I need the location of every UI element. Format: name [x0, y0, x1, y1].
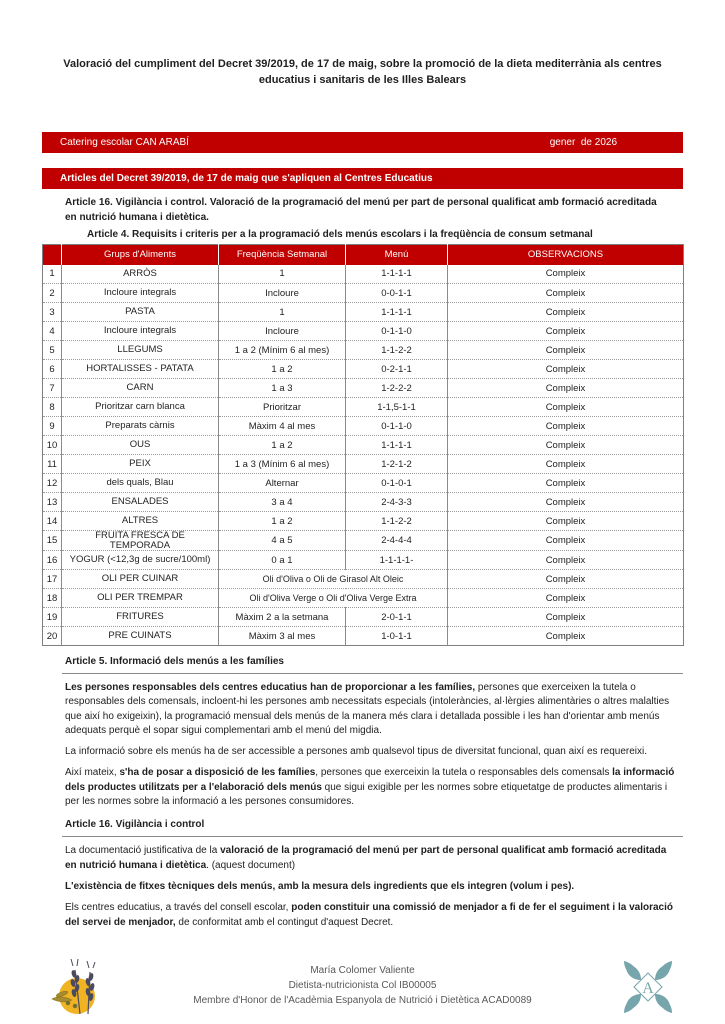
- cell-food-group: OUS: [62, 436, 219, 455]
- cell-frequency: 1 a 2: [219, 512, 346, 531]
- table-row: [43, 284, 684, 303]
- cell-observations: Compleix: [448, 265, 684, 284]
- cell-row-number: 4: [43, 322, 62, 341]
- cell-menu: 1-2-2-2: [346, 379, 448, 398]
- header-row: [43, 245, 684, 265]
- cell-row-number: 9: [43, 417, 62, 436]
- cell-food-group: LLEGUMS: [62, 341, 219, 360]
- footer: [42, 956, 683, 1024]
- table-row: [43, 627, 684, 646]
- text-segment: Les persones responsables dels centres educatius han de proporcionar a les famílies,: [65, 682, 476, 693]
- cell-food-group: PRE CUINATS: [62, 627, 219, 646]
- cell-row-number: 6: [43, 360, 62, 379]
- table-row: [43, 493, 684, 512]
- cell-food-group: PEIX: [62, 455, 219, 474]
- col-observations-header: OBSERVACIONS: [448, 245, 684, 265]
- cell-frequency: Incloure: [219, 284, 346, 303]
- paragraph: [65, 681, 677, 738]
- cell-row-number: 1: [49, 268, 55, 280]
- signature-membership: Membre d'Honor de l'Acadèmia Espanyola de Nutrició i Dietètica ACAD0089: [193, 994, 532, 1006]
- table-row: [43, 265, 684, 284]
- cell-row-number: 11: [43, 455, 62, 474]
- cell-observations: Compleix: [448, 570, 684, 589]
- text-segment: Els centres educatius, a través del consell escolar,: [65, 902, 292, 914]
- col-num-header: [43, 245, 62, 265]
- cell-frequency: 0 a 1: [219, 551, 346, 570]
- cell-row-number: 13: [43, 493, 62, 512]
- text-segment: persones que exerceixen la tutela o responsables dels comensals, incloent-hi les persones amb necessitats especials (intoleràncies, al·lèrgies alimentàries o altres malalties que així ho exigeixin), la programació mensual dels menús de la manera més clara i detallada possible i les han d'orientar amb menús adequats perquè el sopar sigui complementari amb el menú del migdia.: [65, 682, 670, 736]
- cell-food-group: Preparats càrnis: [62, 417, 219, 436]
- cell-frequency: 1 a 2: [219, 436, 346, 455]
- table-row: [43, 417, 684, 436]
- table-row: [43, 512, 684, 531]
- cell-frequency: Màxim 2 a la setmana: [219, 608, 346, 627]
- cell-frequency: Prioritzar: [219, 398, 346, 417]
- cell-row-number: 19: [43, 608, 62, 627]
- article5-heading: Article 5. Informació dels menús a les famílies: [62, 655, 683, 674]
- cell-observations: Compleix: [448, 474, 684, 493]
- cell-food-group: OLI PER CUINAR: [62, 570, 219, 589]
- paragraph: [65, 844, 677, 873]
- cell-food-group: OLI PER TREMPAR: [62, 589, 219, 608]
- text-segment: que sigui exigible per les normes sobre etiquetatge de productes alimentaris i per les normes sobre la informació a les persones consumidores.: [65, 781, 668, 808]
- catering-date: gener de 2026: [549, 137, 617, 148]
- cell-food-group: Incloure integrals: [62, 322, 219, 341]
- cell-row-number: 7: [43, 379, 62, 398]
- cell-row-number: 5: [43, 341, 62, 360]
- text-segment: la informació dels productes utilitzats per a l'elaboració dels menús: [65, 767, 675, 793]
- cell-frequency: 4 a 5: [219, 531, 346, 551]
- articles-banner: [42, 168, 683, 189]
- cell-row-number: 14: [43, 512, 62, 531]
- text-segment: L'existència de fitxes tècniques dels menús, amb la mesura dels ingredients que els integren (volum i pes).: [65, 880, 575, 892]
- cell-food-group: HORTALISSES - PATATA: [62, 360, 219, 379]
- text-segment: s'ha de posar a disposició de les famílies: [119, 767, 316, 779]
- cell-menu: 1-1-1-1-: [346, 551, 448, 570]
- cell-frequency: 1: [219, 303, 346, 322]
- text-segment: Així mateix,: [65, 767, 120, 779]
- signature-name: María Colomer Valiente: [310, 964, 415, 976]
- cell-menu: 1-1-2-2: [346, 341, 448, 360]
- cell-frequency: Màxim 3 al mes: [219, 627, 346, 646]
- cell-frequency: 1 a 2: [219, 360, 346, 379]
- cell-observations: Compleix: [448, 455, 684, 474]
- signature-block: [132, 956, 593, 1008]
- catering-name: Catering escolar CAN ARABÍ: [60, 137, 189, 148]
- cell-observations: Compleix: [448, 512, 684, 531]
- table-row: [43, 322, 684, 341]
- cell-observations: Compleix: [448, 341, 684, 360]
- footer-left: [42, 956, 132, 1024]
- article16-summary: Article 16. Vigilància i control. Valoració de la programació del menú per part de personal qualificat amb formació acreditada en nutrició humana i dietètica.: [65, 197, 657, 223]
- cell-frequency: Alternar: [219, 474, 346, 493]
- cell-frequency: 1 a 3: [219, 379, 346, 398]
- cell-menu: 0-1-1-0: [346, 417, 448, 436]
- cell-food-group: CARN: [62, 379, 219, 398]
- cell-row-number: 15: [43, 531, 62, 551]
- cell-observations: Compleix: [448, 379, 684, 398]
- cell-row-number: 18: [43, 589, 62, 608]
- table-row: [43, 474, 684, 493]
- cell-food-group: dels quals, Blau: [62, 474, 219, 493]
- cell-observations: Compleix: [448, 436, 684, 455]
- table-row: [43, 455, 684, 474]
- cell-food-group: Prioritzar carn blanca: [62, 398, 219, 417]
- text-segment: poden constituir una comissió de menjador a fi de fer el seguiment i la valoració del servei de menjador,: [65, 902, 673, 928]
- cell-observations: Compleix: [448, 303, 684, 322]
- cell-row-number: 2: [43, 284, 62, 303]
- academy-letter: A: [642, 979, 654, 997]
- wheat-olive-logo-icon: [50, 956, 112, 1024]
- cell-observations: Compleix: [448, 284, 684, 303]
- footer-right: [593, 956, 683, 1016]
- academy-logo-icon: [619, 958, 677, 1016]
- cell-observations: Compleix: [448, 417, 684, 436]
- cell-observations: Compleix: [448, 360, 684, 379]
- cell-food-group: ARRÒS: [62, 265, 219, 284]
- cell-row-number: 16: [43, 551, 62, 570]
- cell-menu: 1-1-2-2: [346, 512, 448, 531]
- table-row: [43, 398, 684, 417]
- cell-observations: Compleix: [448, 322, 684, 341]
- table-row: [43, 531, 684, 551]
- cell-frequency: Oli d'Oliva Verge o Oli d'Oliva Verge Extra: [219, 589, 448, 608]
- menu-table-head: [43, 245, 684, 265]
- cell-food-group: YOGUR (<12,3g de sucre/100ml): [62, 551, 219, 570]
- signature-credentials: Dietista-nutricionista Col IB00005: [288, 979, 437, 991]
- cell-frequency: Oli d'Oliva o Oli de Girasol Alt Oleic: [219, 570, 448, 589]
- cell-observations: Compleix: [448, 551, 684, 570]
- cell-frequency: 1 a 3 (Mínim 6 al mes): [219, 455, 346, 474]
- paragraph: [65, 880, 677, 894]
- cell-menu: 1-1-1-1: [346, 436, 448, 455]
- articles-banner-label: Articles del Decret 39/2019, de 17 de maig que s'apliquen al Centres Educatius: [60, 173, 433, 184]
- article4-caption: Article 4. Requisits i criteris per a la programació dels menús escolars i la freqüència de consum setmanal: [87, 229, 593, 240]
- content: [42, 132, 683, 1024]
- col-groups-header: Grups d'Aliments: [62, 245, 219, 265]
- table-row: [43, 436, 684, 455]
- cell-frequency: 3 a 4: [219, 493, 346, 512]
- menu-table: [42, 244, 684, 646]
- table-row: [43, 608, 684, 627]
- cell-menu: 1-2-1-2: [346, 455, 448, 474]
- cell-observations: Compleix: [448, 589, 684, 608]
- cell-food-group: PASTA: [62, 303, 219, 322]
- cell-row-number: 12: [43, 474, 62, 493]
- text-segment: valoració de la programació del menú per part de personal qualificat amb formació acreditada en nutrició humana i dietètica: [65, 845, 667, 871]
- cell-frequency: 1: [219, 265, 346, 284]
- table-row: [43, 589, 684, 608]
- cell-menu: 0-1-0-1: [346, 474, 448, 493]
- article16-heading: Article 16. Vigilància i control: [62, 818, 683, 837]
- col-frequency-header: Freqüència Setmanal: [219, 245, 346, 265]
- cell-menu: 0-0-1-1: [346, 284, 448, 303]
- cell-food-group: FRITURES: [62, 608, 219, 627]
- text-segment: , persones que exerceixin la tutela o responsables dels comensals: [315, 767, 613, 779]
- col-menu-header: Menú: [346, 245, 448, 265]
- cell-row-number: 20: [43, 627, 62, 646]
- text-segment: . (aquest document): [206, 859, 296, 871]
- table-row: [43, 360, 684, 379]
- table-row: [43, 570, 684, 589]
- cell-observations: Compleix: [448, 608, 684, 627]
- cell-observations: Compleix: [448, 493, 684, 512]
- cell-food-group: Incloure integrals: [62, 284, 219, 303]
- cell-menu: 2-4-3-3: [346, 493, 448, 512]
- cell-observations: Compleix: [448, 627, 684, 646]
- cell-frequency: Màxim 4 al mes: [219, 417, 346, 436]
- paragraph: [65, 901, 677, 930]
- cell-frequency: Incloure: [219, 322, 346, 341]
- cell-menu: 2-0-1-1: [346, 608, 448, 627]
- paragraph: [65, 766, 677, 809]
- text-segment: La documentació justificativa de la: [65, 845, 221, 857]
- menu-table-body: [43, 265, 684, 646]
- cell-row-number: 3: [43, 303, 62, 322]
- cell-menu: 0-1-1-0: [346, 322, 448, 341]
- table-row: [43, 379, 684, 398]
- cell-food-group: ALTRES: [62, 512, 219, 531]
- cell-row-number: 10: [43, 436, 62, 455]
- table-row: [43, 551, 684, 570]
- cell-menu: 1-1-1-1: [346, 265, 448, 284]
- text-segment: de conformitat amb el contingut d'aquest Decret.: [175, 916, 394, 928]
- cell-row-number: 17: [43, 570, 62, 589]
- cell-food-group: ENSALADES: [62, 493, 219, 512]
- cell-frequency: 1 a 2 (Mínim 6 al mes): [219, 341, 346, 360]
- text-segment: La informació sobre els menús ha de ser accessible a persones amb qualsevol tipus de diversitat funcional, quan així es requereixi.: [65, 746, 647, 758]
- cell-menu: 1-0-1-1: [346, 627, 448, 646]
- cell-food-group: FRUITA FRESCA DE TEMPORADA: [62, 531, 219, 551]
- cell-observations: Compleix: [448, 398, 684, 417]
- cell-menu: 0-2-1-1: [346, 360, 448, 379]
- cell-menu: 2-4-4-4: [346, 531, 448, 551]
- paragraph: [65, 745, 677, 759]
- table-row: [43, 341, 684, 360]
- table-row: [43, 303, 684, 322]
- catering-banner: [42, 132, 683, 153]
- cell-row-number: 8: [43, 398, 62, 417]
- cell-menu: 1-1-1-1: [346, 303, 448, 322]
- cell-menu: 1-1,5-1-1: [346, 398, 448, 417]
- cell-observations: Compleix: [448, 531, 684, 551]
- page-title: Valoració del cumpliment del Decret 39/2019, de 17 de maig, sobre la promoció de la dieta mediterrània als centres educatius i sanitaris de les Illes Balears: [63, 58, 662, 86]
